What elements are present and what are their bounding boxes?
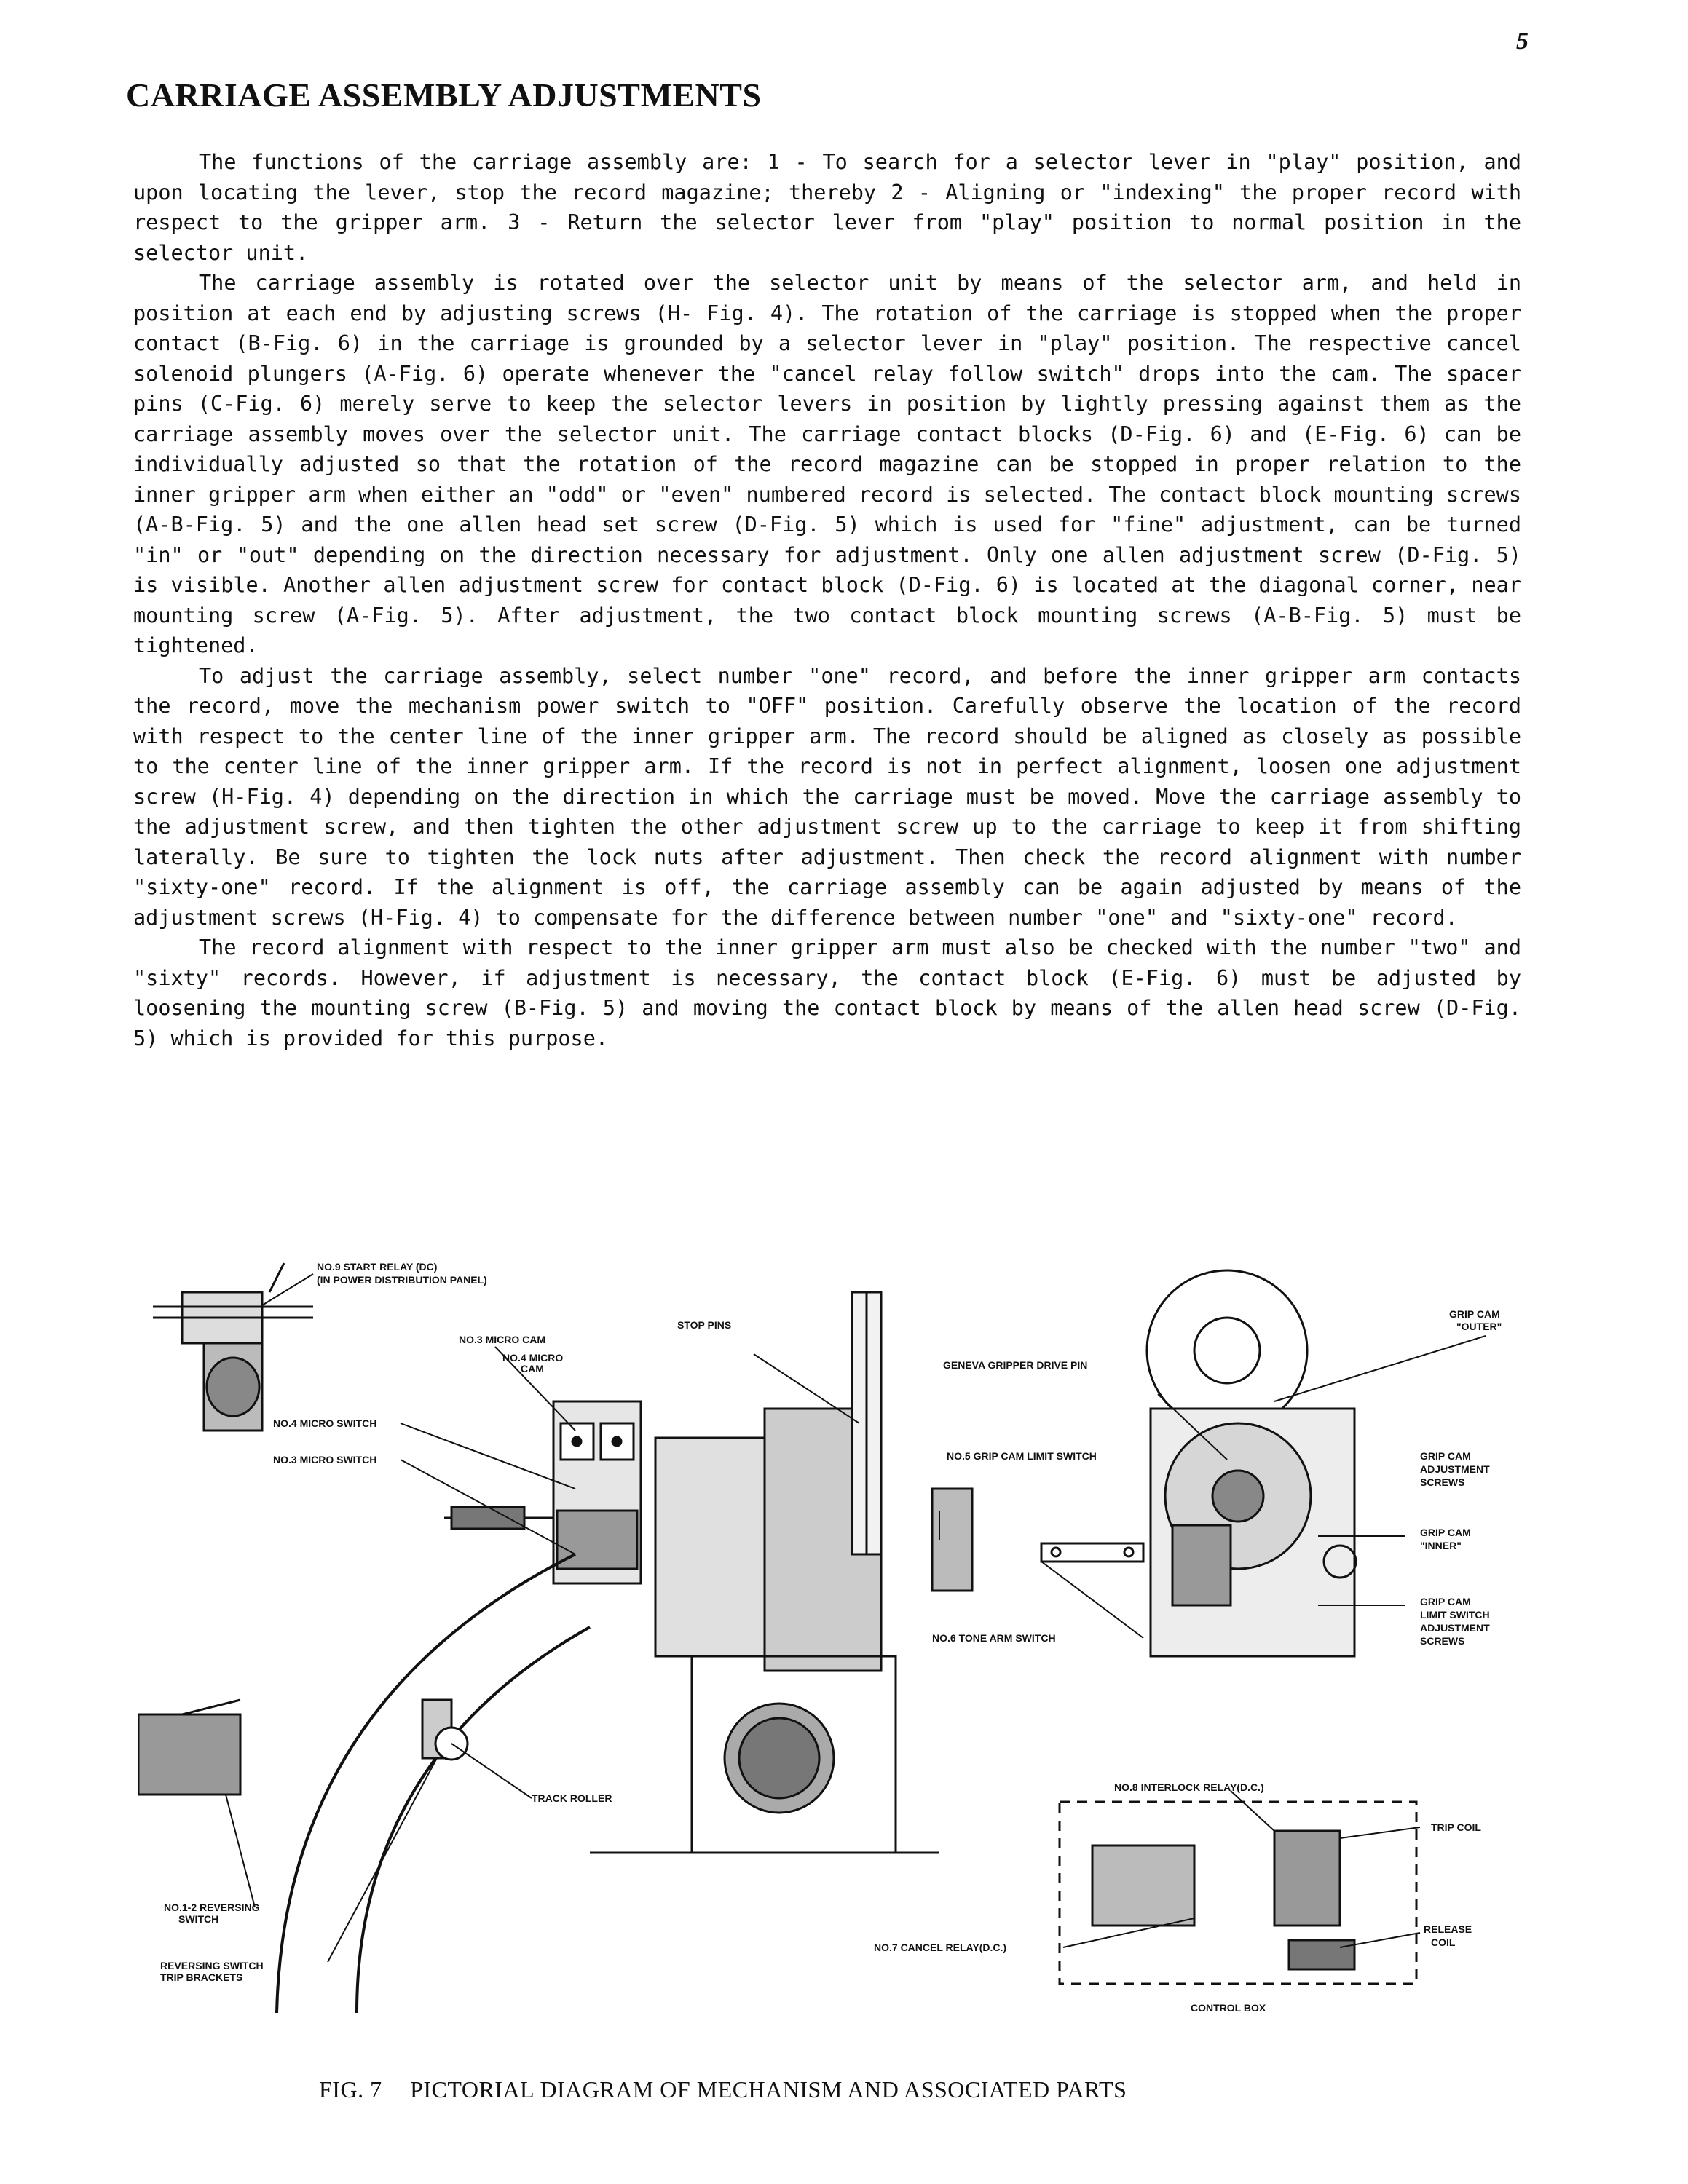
- label-grip-cam-inner: GRIP CAM: [1420, 1527, 1471, 1538]
- label-micro-cam-4: NO.4 MICRO: [502, 1352, 564, 1364]
- label-geneva-gripper-drive-pin: GENEVA GRIPPER DRIVE PIN: [943, 1359, 1088, 1371]
- label-stop-pins: STOP PINS: [677, 1319, 732, 1331]
- label-grip-cam-limit-switch: NO.5 GRIP CAM LIMIT SWITCH: [947, 1450, 1097, 1462]
- label-start-relay: NO.9 START RELAY (DC): [317, 1261, 438, 1273]
- label-release-coil-2: COIL: [1431, 1936, 1456, 1948]
- label-micro-cam-4-cam: CAM: [521, 1363, 544, 1374]
- label-grip-cam-adjustment: GRIP CAM: [1420, 1450, 1471, 1462]
- label-grip-cam-limit-adj: GRIP CAM: [1420, 1596, 1471, 1607]
- paragraph: The record alignment with respect to the inner gripper arm must also be checked with the number "two" and "sixty" records. However, if adjustment is necessary, the contact block (E-Fig. 6) must be adjusted by loosening the mounting screw (B-Fig. 5) and moving the contact block by means of the allen head screw (D-Fig. 5) which is provided for this purpose.: [133, 935, 1521, 1051]
- label-micro-switch-4: NO.4 MICRO SWITCH: [273, 1417, 377, 1429]
- label-grip-cam-inner-2: "INNER": [1420, 1540, 1462, 1551]
- label-cancel-relay: NO.7 CANCEL RELAY(D.C.): [874, 1942, 1007, 1953]
- label-grip-cam-limit-adj-3: ADJUSTMENT: [1420, 1622, 1490, 1634]
- label-start-relay-location: (IN POWER DISTRIBUTION PANEL): [317, 1274, 487, 1286]
- diagram-drawing: [138, 1249, 1515, 2020]
- label-grip-cam-limit-adj-4: SCREWS: [1420, 1635, 1465, 1647]
- mechanism-diagram: [138, 1249, 1515, 2020]
- label-grip-cam-limit-adj-2: LIMIT SWITCH: [1420, 1609, 1490, 1621]
- figure-caption: [319, 2076, 1148, 2103]
- figure-number: FIG. 7: [319, 2076, 382, 2102]
- label-tone-arm-switch: NO.6 TONE ARM SWITCH: [932, 1632, 1056, 1644]
- body-text: [133, 147, 1521, 1053]
- paragraph: The functions of the carriage assembly are: 1 - To search for a selector lever in "play" position, and upon locating the lever, stop the record magazine; thereby 2 - Aligning or "indexing" the proper record with respect to the gripper arm. 3 - Return the selector lever from "play" position to normal position in the selector unit.: [133, 150, 1521, 265]
- label-reversing-switch: NO.1-2 REVERSING: [164, 1902, 260, 1913]
- label-track-roller: TRACK ROLLER: [532, 1792, 612, 1804]
- label-trip-brackets-2: TRIP BRACKETS: [160, 1971, 243, 1983]
- label-trip-coil: TRIP COIL: [1431, 1821, 1481, 1833]
- figure-title: PICTORIAL DIAGRAM OF MECHANISM AND ASSOCIATED PARTS: [410, 2076, 1127, 2102]
- micro-switch-illustration: [444, 1401, 641, 1583]
- label-release-coil: RELEASE: [1424, 1923, 1472, 1935]
- paragraph: The carriage assembly is rotated over the selector unit by means of the selector arm, and held in position at each end by adjusting screws (H- Fig. 4). The rotation of the carriage is stopped when the proper contact (B-Fig. 6) in the carriage is grounded by a selector lever in "play" position. The respective cancel solenoid plungers (A-Fig. 6) operate whenever the "cancel relay follow switch" drops into the cam. The spacer pins (C-Fig. 6) merely serve to keep the selector levers in position by lightly pressing against them as the carriage assembly moves over the selector unit. The carriage contact blocks (D-Fig. 6) and (E-Fig. 6) can be individually adjusted so that the rotation of the record magazine can be stopped in proper relation to the inner gripper arm when either an "odd" or "even" numbered record is selected. The contact block mounting screws (A-B-Fig. 5) and the one allen head set screw (D-Fig. 5) which is used for "fine" adjustment, can be turned "in" or "out" depending on the direction necessary for adjustment. Only one allen adjustment screw (D-Fig. 5) is visible. Another allen adjustment screw for contact block (D-Fig. 6) is located at the diagonal corner, near mounting screw (A-Fig. 5). After adjustment, the two contact block mounting screws (A-B-Fig. 5) must be tightened.: [133, 271, 1521, 657]
- label-grip-cam-outer-2: "OUTER": [1456, 1321, 1502, 1332]
- limit-switch-illustration: [932, 1489, 1143, 1591]
- label-interlock-relay: NO.8 INTERLOCK RELAY(D.C.): [1114, 1781, 1264, 1793]
- grip-cam-illustration: [1147, 1270, 1356, 1656]
- label-reversing-switch-2: SWITCH: [178, 1913, 219, 1925]
- label-grip-cam-outer: GRIP CAM: [1449, 1308, 1500, 1320]
- label-micro-cam-3: NO.3 MICRO CAM: [459, 1334, 545, 1345]
- carriage-track-illustration: [138, 1554, 590, 2013]
- label-grip-cam-adjustment-2: ADJUSTMENT: [1420, 1463, 1490, 1475]
- central-frame-illustration: [590, 1292, 939, 1853]
- label-micro-switch-3: NO.3 MICRO SWITCH: [273, 1454, 377, 1465]
- label-control-box: CONTROL BOX: [1191, 2002, 1266, 2014]
- label-trip-brackets: REVERSING SWITCH: [160, 1960, 264, 1971]
- paragraph: To adjust the carriage assembly, select number "one" record, and before the inner gripper arm contacts the record, move the mechanism power switch to "OFF" position. Carefully observe the location of the record with respect to the center line of the inner gripper arm. The record should be aligned as closely as possible to the center line of the inner gripper arm. If the record is not in perfect alignment, loosen one adjustment screw (H-Fig. 4) depending on the direction in which the carriage must be moved. Move the carriage assembly to the adjustment screw, and then tighten the other adjustment screw up to the carriage to keep it from shifting laterally. Be sure to tighten the lock nuts after adjustment. Then check the record alignment with number "sixty-one" record. If the alignment is off, the carriage assembly can be again adjusted by means of the adjustment screws (H-Fig. 4) to compensate for the difference between number "one" and "sixty-one" record.: [133, 663, 1521, 930]
- label-grip-cam-adjustment-3: SCREWS: [1420, 1476, 1465, 1488]
- page-title: CARRIAGE ASSEMBLY ADJUSTMENTS: [126, 76, 762, 114]
- page-number: 5: [1516, 28, 1529, 55]
- control-box-illustration: [1060, 1802, 1416, 1984]
